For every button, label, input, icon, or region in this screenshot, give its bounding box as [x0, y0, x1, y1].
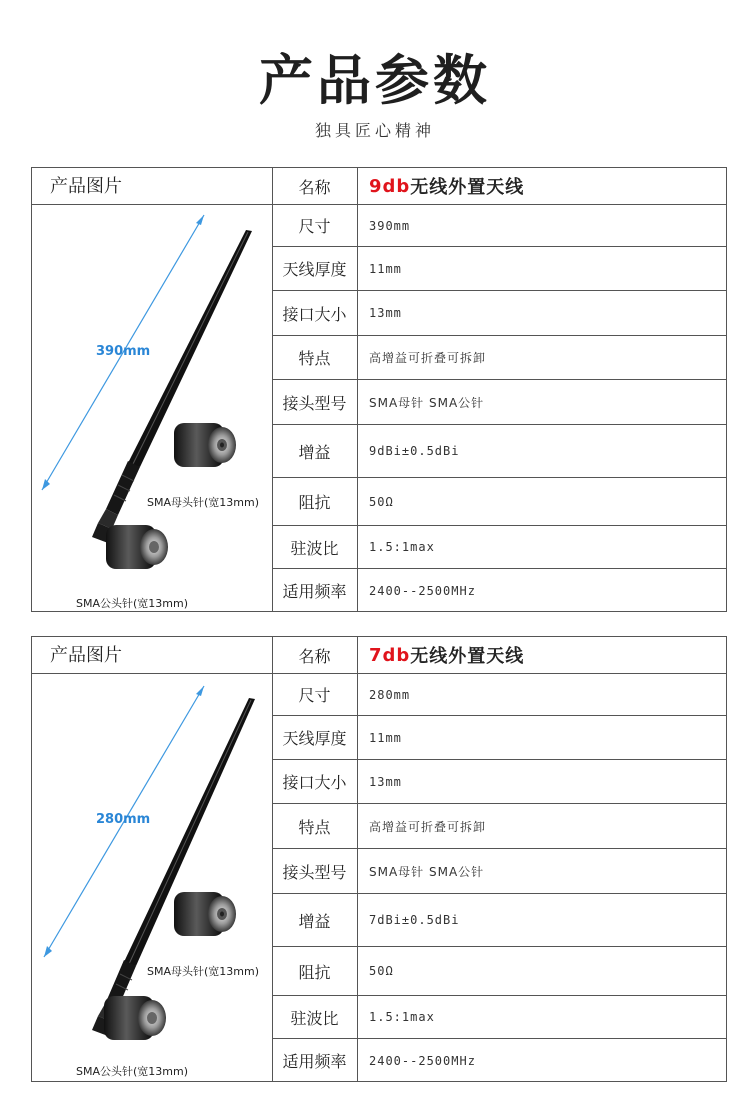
spec-value: 50Ω — [369, 494, 394, 509]
male-connector-caption: SMA公头针(宽13mm) — [76, 597, 189, 610]
spec-label: 特点 — [272, 804, 358, 848]
spec-label: 接头型号 — [272, 380, 358, 424]
male-connector-image — [106, 525, 168, 569]
product-name — [358, 168, 726, 204]
spec-value: 50Ω — [369, 964, 394, 978]
spec-label: 尺寸 — [272, 674, 358, 715]
dimension-label: 280mm — [96, 812, 151, 827]
spec-rows — [272, 168, 726, 611]
female-connector-image — [174, 423, 236, 467]
spec-label: 天线厚度 — [272, 716, 358, 759]
spec-label: 名称 — [272, 637, 358, 673]
spec-label: 驻波比 — [272, 996, 358, 1038]
product-image — [32, 205, 272, 611]
spec-label: 尺寸 — [272, 205, 358, 246]
spec-value: 13mm — [369, 306, 402, 320]
spec-row — [272, 674, 726, 716]
product-image-column — [32, 168, 273, 611]
antenna-illustration — [32, 205, 272, 613]
image-header: 产品图片 — [32, 168, 272, 205]
spec-value: 11mm — [369, 261, 402, 276]
spec-value: 390mm — [369, 218, 411, 233]
spec-row — [272, 291, 726, 336]
spec-row — [272, 947, 726, 996]
spec-value: 13mm — [369, 774, 402, 789]
male-connector-caption: SMA公头针(宽13mm) — [76, 1065, 189, 1078]
dimension-label: 390mm — [96, 344, 151, 359]
spec-value: 2400--2500MHz — [369, 1053, 476, 1068]
antenna-illustration — [32, 674, 272, 1083]
spec-value: 高增益可折叠可拆卸 — [369, 351, 487, 365]
spec-row — [272, 205, 726, 247]
spec-value: 1.5:1max — [369, 1010, 435, 1024]
spec-label: 特点 — [272, 336, 358, 379]
spec-label: 接口大小 — [272, 760, 358, 803]
spec-label: 适用频率 — [272, 569, 358, 612]
spec-label: 天线厚度 — [272, 247, 358, 290]
product-image-column — [32, 637, 273, 1081]
spec-label: 接口大小 — [272, 291, 358, 335]
spec-rows — [272, 637, 726, 1081]
spec-value: 2400--2500MHz — [369, 583, 476, 598]
product-name-gain: 9db — [369, 175, 411, 197]
spec-value: 9dBi±0.5dBi — [369, 444, 460, 458]
male-connector-image — [104, 996, 166, 1040]
female-connector-caption: SMA母头针(宽13mm) — [147, 496, 260, 509]
spec-label: 驻波比 — [272, 526, 358, 568]
spec-label: 阻抗 — [272, 478, 358, 525]
spec-value: SMA母针 SMA公针 — [369, 864, 485, 879]
spec-row — [272, 247, 726, 291]
spec-row — [272, 1039, 726, 1082]
spec-value: 280mm — [369, 687, 411, 702]
spec-row — [272, 569, 726, 612]
spec-value: 11mm — [369, 730, 402, 745]
spec-row-name — [272, 637, 726, 674]
spec-label: 接头型号 — [272, 849, 358, 893]
spec-table-7db — [31, 636, 727, 1082]
spec-label: 阻抗 — [272, 947, 358, 995]
spec-table-9db — [31, 167, 727, 612]
spec-row — [272, 849, 726, 894]
spec-value: 1.5:1max — [369, 540, 435, 554]
spec-row — [272, 478, 726, 526]
spec-row — [272, 996, 726, 1039]
spec-value: 高增益可折叠可拆卸 — [369, 819, 487, 834]
product-name-gain: 7db — [369, 644, 411, 666]
spec-label: 增益 — [272, 425, 358, 477]
product-name-text: 无线外置天线 — [410, 646, 525, 667]
image-header: 产品图片 — [32, 637, 272, 674]
spec-label: 适用频率 — [272, 1039, 358, 1082]
spec-row — [272, 716, 726, 760]
product-name — [358, 637, 726, 673]
spec-row — [272, 425, 726, 478]
spec-row — [272, 894, 726, 947]
spec-value: SMA母针 SMA公针 — [369, 395, 485, 410]
spec-row — [272, 380, 726, 425]
spec-row — [272, 760, 726, 804]
spec-row — [272, 526, 726, 569]
page-title: 产品参数 — [259, 49, 491, 112]
spec-row — [272, 804, 726, 849]
spec-label: 名称 — [272, 168, 358, 204]
spec-value: 7dBi±0.5dBi — [369, 913, 460, 927]
page-subtitle: 独具匠心精神 — [314, 121, 435, 140]
product-name-text: 无线外置天线 — [410, 177, 525, 198]
female-connector-caption: SMA母头针(宽13mm) — [147, 965, 260, 978]
spec-row — [272, 336, 726, 380]
spec-label: 增益 — [272, 894, 358, 946]
female-connector-image — [174, 892, 236, 936]
product-image — [32, 674, 272, 1081]
spec-row-name — [272, 168, 726, 205]
